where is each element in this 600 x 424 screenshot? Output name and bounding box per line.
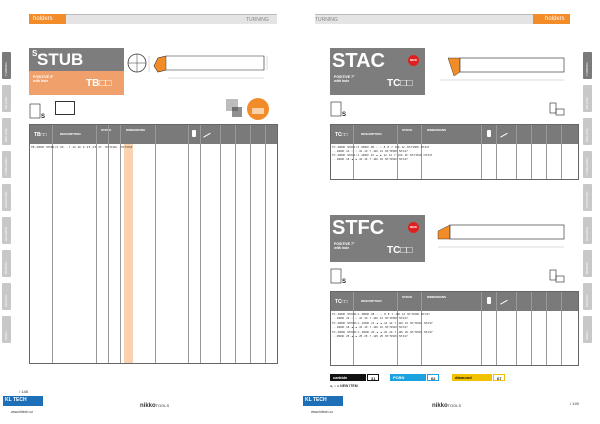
stub-subtitle: POSITIVE 5° with hole [33,75,54,83]
table-row: TC - 00000 · STFCR / L · 20000 · 20 · ● · ● · 20 · 20 · 7 · 125 · 20 · NT-T1515 · NT-F17 [332,331,433,334]
stub-title: STUB [37,50,84,69]
stfc-table-header [331,292,578,311]
side-tab-drilling-r[interactable]: DRILLING [583,118,592,145]
stfc-holder-drawing [430,215,570,260]
svg-text:S: S [342,112,347,117]
stub-col-description: DESCRIPTION [60,132,81,136]
stfc-title: STFC [332,217,385,239]
left-page-number: / 148 [19,389,28,394]
stub-rotation-icon [29,101,47,119]
legend-pcbn-page: 62 [427,374,439,381]
side-tab-turning[interactable]: TURNING [2,52,11,79]
legend-diamond-page: 67 [493,374,505,381]
table-row: · · · 10000 · 10 · ○ · ○ · 10 · 10 · 7 · 100 · 13 · NT-T1508 · NT-F17 [332,317,408,320]
side-tab-grooving-r[interactable]: GROOVING [583,184,592,211]
left-website[interactable]: www.kltech.cz [11,410,33,414]
right-page-number: / 149 [570,401,579,406]
side-tab-reaming[interactable]: REAMING [2,217,11,244]
stac-insert-code: TC□□ [387,78,413,89]
table-row: TC - 00000 · STAC1 / 1 · 12000 · 12 · ● · ● · 12 · 12 · 7 · 100 · 16 · NT-T1510 · NT-F17 [332,154,433,157]
side-tab-milling[interactable]: MILLING [2,85,11,112]
left-header-holders: holders [33,16,53,22]
stub-highlight-column [124,144,133,363]
left-header-bar [29,14,277,24]
side-tab-turning-r[interactable]: TURNING [583,52,592,79]
side-tab-threading[interactable]: THREADING [2,151,11,178]
stub-title-prefix: S [32,49,38,58]
table-row: TC - 00000 · STFCR / L · 08000 · 08 · ○ · ○ · 8 · 8 · 7 · 100 · 13 · NT-T1508 · NT-F17 [332,313,430,316]
stac-col-stock: STOCK [402,128,413,132]
stac-col-screw-icon [487,130,491,137]
stfc-new-badge: NEW [408,222,419,233]
stfc-rotation-icon [330,266,348,284]
right-page [300,0,600,424]
stfc-col-description: DESCRIPTION [361,299,382,303]
legend-carbide-page: 31 [367,374,379,381]
stfc-table [330,291,579,366]
stac-title: STAC [332,50,385,72]
side-tab-grooving[interactable]: GROOVING [2,184,11,211]
right-header-turning: TURNING [315,17,338,23]
stac-subtitle: POSITIVE 7° with hole [334,75,355,83]
stub-holder-drawing [148,48,272,98]
stac-holder-drawing [430,48,570,93]
table-row: TB - 00000 · STUB1 / 5 · 00 · · · 7 · 10 · 20 · 0 · 3.5 · 4.5 · 27 · · NT-T1310 · · NT-T1710 [31,146,133,149]
right-nikko-logo: nikkoTOOLS [432,403,462,409]
table-row: · · · 25000 · 25 · ● · ● · 25 · 25 · 7 · 125 · 25 · NT-T1515 · NT-F17 [332,335,408,338]
legend-diamond: diamond [452,374,492,381]
stfc-col-key-icon [498,296,507,304]
side-tab-index[interactable]: INDEX [2,316,11,343]
side-tab-boring[interactable]: BORING [2,250,11,277]
stub-new-badge [246,97,270,121]
stac-table [330,124,579,180]
stub-bore-icon [55,101,75,115]
table-row: · · · 16000 · 16 · ● · ● · 16 · 16 · 7 · 100 · 16 · NT-T1510 · NT-F17 [332,326,408,329]
stac-col-code: TC□□ [335,132,348,138]
svg-text:S: S [41,114,46,119]
table-row: · · · 16000 · 16 · ● · ● · 16 · 16 · 7 · 100 · 16 · NT-T1510 · NT-F17 [332,158,408,161]
left-nikko-logo: nikkoTOOLS [140,403,170,409]
stub-spare-parts-icon [222,95,246,121]
stfc-col-screw-icon [487,297,491,304]
left-logo: KL TECH [3,396,43,406]
stub-insert-icon [125,48,149,78]
side-tab-threading-r[interactable]: THREADING [583,151,592,178]
stac-table-header [331,125,578,144]
stfc-col-stock: STOCK [402,295,413,299]
right-website[interactable]: www.kltech.cz [311,410,333,414]
stfc-insert-code: TC□□ [387,245,413,256]
stub-col-key-icon [201,129,210,137]
stac-col-key-icon [498,129,507,137]
right-logo: KL TECH [303,396,343,406]
side-tab-boring-r[interactable]: BORING [583,250,592,277]
right-header-holders: holders [545,16,565,22]
stub-table-header [30,125,277,144]
stac-spare-parts-icon [546,99,566,119]
table-row: TC - 00000 · STAC1 / 6 · 00000 · 08 · ○ · ○ · 8 · 8 · 7 · 100 · 12 · NT-T1508 · NT-F17 [332,146,430,149]
stub-col-code: TB□□ [34,132,47,138]
side-tab-index-r[interactable]: INDEX [583,316,592,343]
stub-col-screw-icon [192,130,196,137]
stub-col-dimensions: DIMENSIONS [126,128,146,132]
stfc-spare-parts-icon [546,266,566,286]
stfc-subtitle: POSITIVE 7° with hole [334,242,355,250]
svg-text:S: S [342,279,347,284]
side-tab-drilling[interactable]: DRILLING [2,118,11,145]
legend-pcbn: PCBN [390,374,426,381]
stub-col-stock: STOCK [101,128,112,132]
side-tab-reaming-r[interactable]: REAMING [583,217,592,244]
side-tab-milling-r[interactable]: MILLING [583,85,592,112]
stac-new-badge: NEW [408,55,419,66]
right-header-bar [315,14,555,24]
stac-col-description: DESCRIPTION [361,132,382,136]
stac-col-dimensions: DIMENSIONS [427,128,447,132]
side-tab-special-r[interactable]: SPECIAL [583,283,592,310]
table-row: · · · 10000 · 10 · ○ · ○ · 10 · 10 · 7 · 100 · 13 · NT-T1508 · NT-F17 [332,150,408,153]
stac-rotation-icon [330,99,348,117]
stub-table [29,124,278,364]
left-header-turning: TURNING [246,17,269,23]
legend-note: ●, ○ = NEW ITEM [330,384,358,388]
legend-carbide: carbide [330,374,366,381]
side-tab-special[interactable]: SPECIAL [2,283,11,310]
stub-insert-code: TB□□ [86,78,112,89]
stfc-col-dimensions: DIMENSIONS [427,295,447,299]
stfc-col-code: TC□□ [335,299,348,305]
table-row: TC - 00000 · STFCR / L · 12000 · 12 · ● · ● · 12 · 12 · 7 · 100 · 16 · NT-T1510 · NT-F17 [332,322,433,325]
